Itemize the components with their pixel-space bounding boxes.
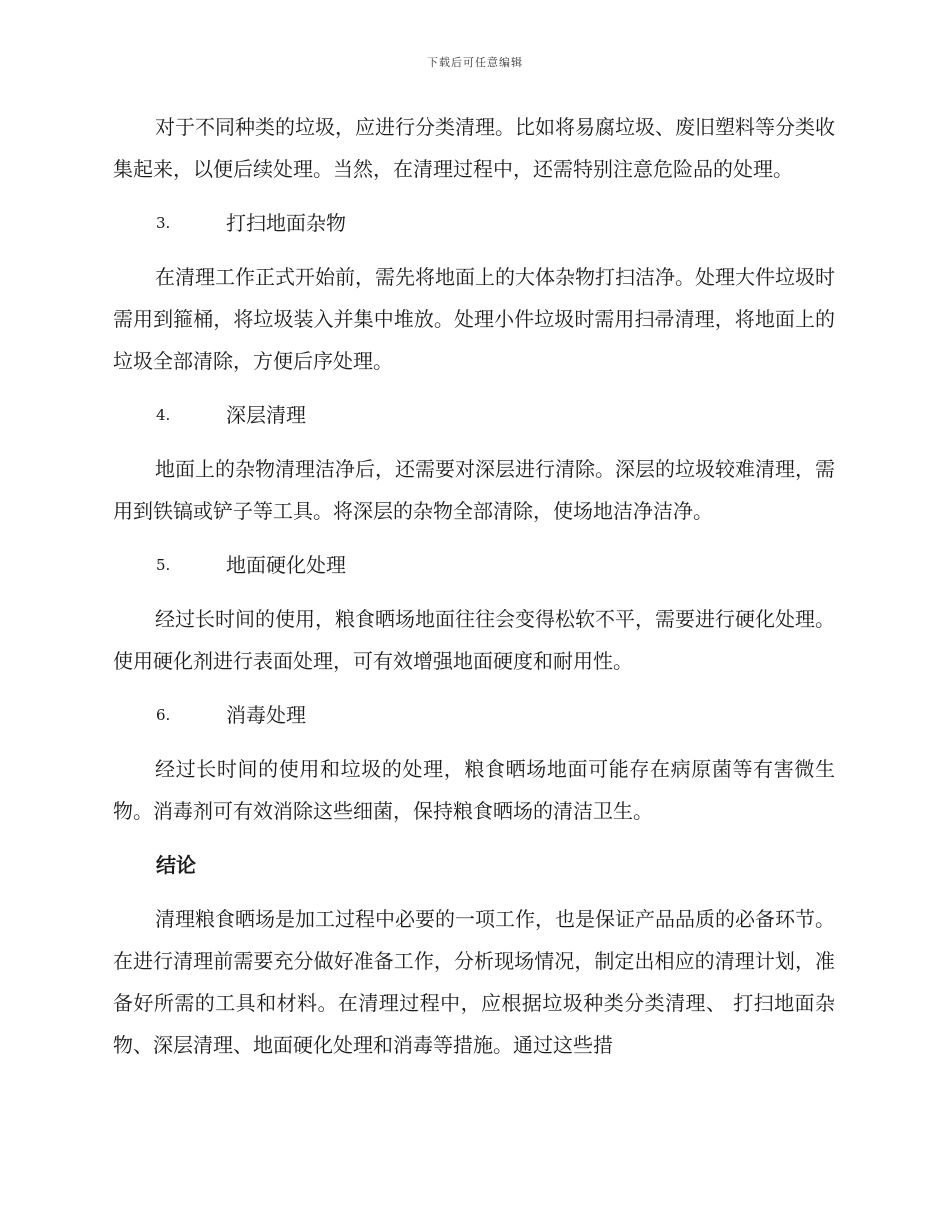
section-title: 深层清理: [226, 403, 306, 427]
section-title: 地面硬化处理: [226, 553, 346, 577]
document-body: [113, 106, 835, 1078]
section-paragraph: 经过长时间的使用和垃圾的处理，粮食晒场地面可能存在病原菌等有害微生物。消毒剂可有效消除这些细菌，保持粮食晒场的清洁卫生。: [113, 757, 835, 823]
section-paragraph: 地面上的杂物清理洁净后，还需要对深层进行清除。深层的垃圾较难清理，需用到铁镐或铲子等工具。将深层的杂物全部清除，使场地洁净洁净。: [113, 457, 835, 523]
section-heading: [113, 694, 835, 736]
conclusion-section: [113, 844, 835, 1066]
section-5: [113, 544, 835, 682]
section-number: 6.: [156, 706, 171, 724]
section-3: [113, 202, 835, 382]
section-heading: [113, 202, 835, 244]
section-title: 消毒处理: [226, 703, 306, 727]
conclusion-paragraph: 清理粮食晒场是加工过程中必要的一项工作，也是保证产品品质的必备环节。在进行清理前需要充分做好准备工作，分析现场情况，制定出相应的清理计划，准备好所需的工具和材料。在清理过程中，应根据垃圾种类分类清理、 打扫地面杂物、深层清理、地面硬化处理和消毒等措施。通过这些措: [113, 907, 835, 1057]
conclusion-heading: 结论: [156, 853, 196, 877]
section-paragraph: 在清理工作正式开始前，需先将地面上的大体杂物打扫洁净。处理大件垃圾时需用到箍桶，将垃圾装入并集中堆放。处理小件垃圾时需用扫帚清理，将地面上的垃圾全部清除，方便后序处理。: [113, 265, 835, 373]
section-heading: [113, 544, 835, 586]
section-title: 打扫地面杂物: [226, 211, 346, 235]
section-paragraph: 经过长时间的使用，粮食晒场地面往往会变得松软不平，需要进行硬化处理。使用硬化剂进行表面处理，可有效增强地面硬度和耐用性。: [113, 607, 835, 673]
page-header: 下载后可任意编辑: [427, 56, 523, 69]
section-4: [113, 394, 835, 532]
intro-paragraph: 对于不同种类的垃圾，应进行分类清理。比如将易腐垃圾、废旧塑料等分类收集起来，以便后续处理。当然，在清理过程中，还需特别注意危险品的处理。: [113, 115, 835, 181]
section-number: 3.: [156, 214, 171, 232]
section-number: 5.: [156, 556, 171, 574]
section-6: [113, 694, 835, 832]
section-number: 4.: [156, 406, 171, 424]
section-heading: [113, 394, 835, 436]
